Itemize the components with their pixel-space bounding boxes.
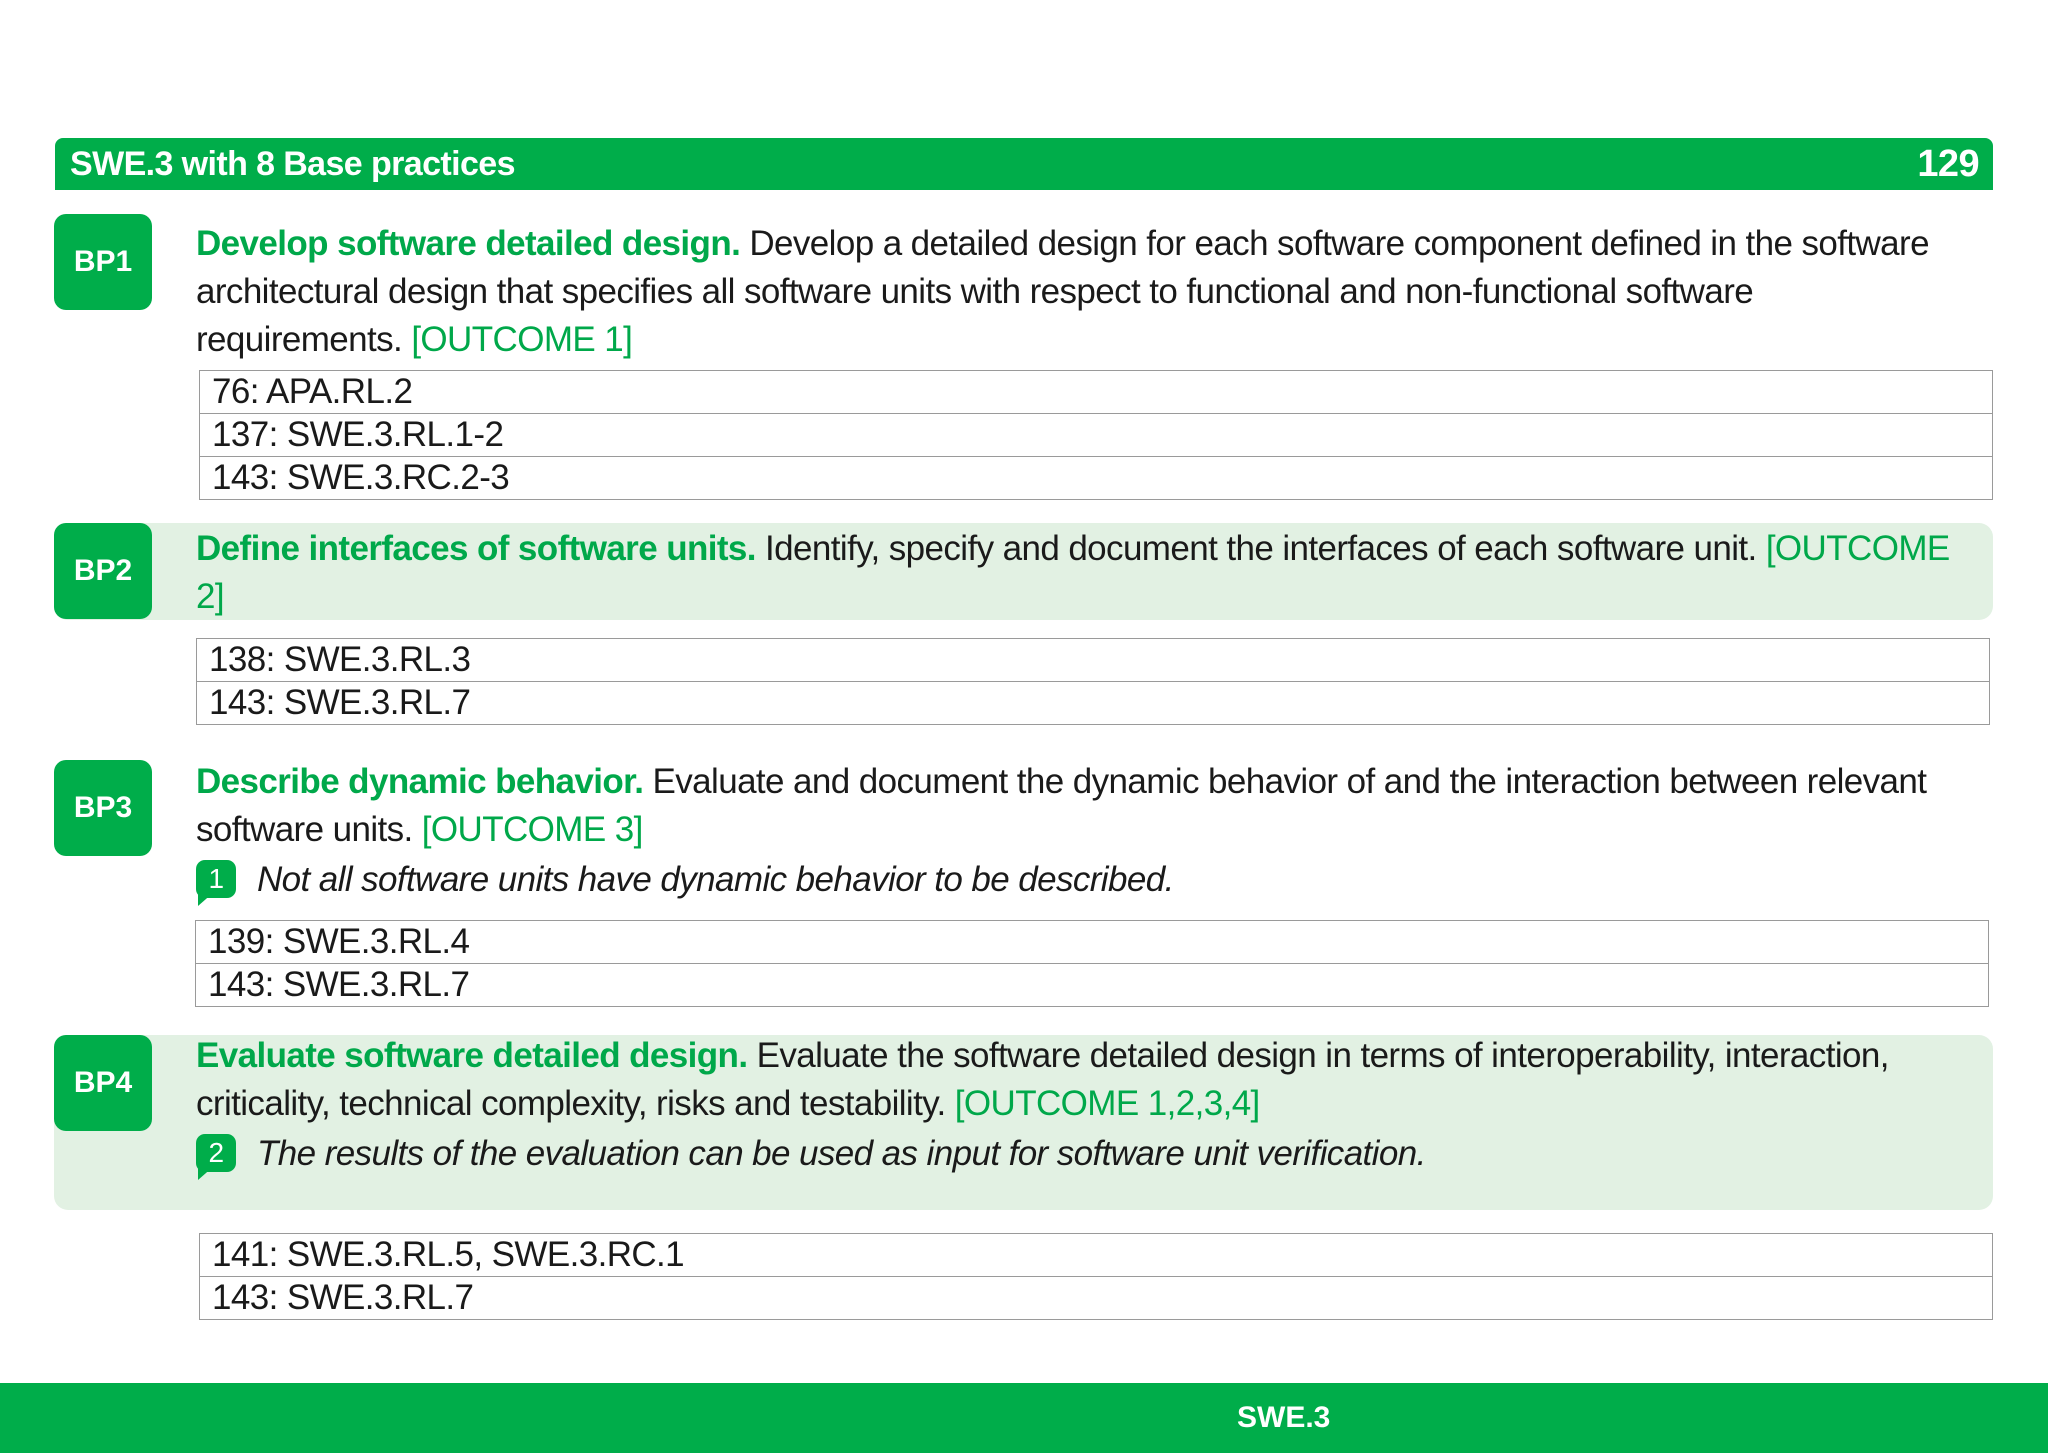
table-row xyxy=(200,1234,1993,1277)
base-practice-bp4 xyxy=(54,1035,1993,1210)
table-row xyxy=(196,921,1989,964)
page-title: SWE.3 with 8 Base practices xyxy=(70,144,515,183)
bp1-body: Develop a detailed design for each software component defined in the software architectural design that specifies all software units with respect to functional and non-functional software requirements. xyxy=(196,224,1929,359)
reference-cell: 141: SWE.3.RL.5, SWE.3.RC.1 xyxy=(200,1234,1993,1277)
bp3-reference-table xyxy=(195,920,1989,1007)
bp4-badge: BP4 xyxy=(54,1035,152,1131)
base-practice-bp1 xyxy=(54,214,1993,364)
bp3-title: Describe dynamic behavior. xyxy=(196,762,644,801)
table-row xyxy=(200,457,1993,500)
bp1-reference-table xyxy=(199,370,1993,500)
reference-cell: 137: SWE.3.RL.1-2 xyxy=(200,414,1993,457)
bp4-note xyxy=(196,1130,1953,1178)
reference-cell: 143: SWE.3.RC.2-3 xyxy=(200,457,1993,500)
reference-cell: 76: APA.RL.2 xyxy=(200,371,1993,414)
base-practice-bp3 xyxy=(54,760,1993,910)
footer-label: SWE.3 xyxy=(1237,1401,1331,1434)
reference-cell: 143: SWE.3.RL.7 xyxy=(197,682,1990,725)
bp3-description xyxy=(196,758,1953,904)
bp4-body: Evaluate the software detailed design in terms of interoperability, interaction, criticality, technical complexity, risks and testability. xyxy=(196,1036,1889,1123)
table-row xyxy=(200,371,1993,414)
page-footer xyxy=(0,1383,2048,1453)
bp3-outcome: [OUTCOME 3] xyxy=(421,810,643,849)
reference-cell: 138: SWE.3.RL.3 xyxy=(197,639,1990,682)
bp2-badge: BP2 xyxy=(54,523,152,619)
note-bubble-icon: 2 xyxy=(196,1134,238,1174)
table-row xyxy=(197,639,1990,682)
bp2-description xyxy=(196,525,1953,621)
bp3-note-text: Not all software units have dynamic behavior to be described. xyxy=(257,860,1174,899)
base-practice-bp2 xyxy=(54,523,1993,620)
reference-cell: 143: SWE.3.RL.7 xyxy=(196,964,1989,1007)
page-header xyxy=(55,138,1993,190)
bp3-badge: BP3 xyxy=(54,760,152,856)
table-row xyxy=(200,414,1993,457)
note-bubble-icon: 1 xyxy=(196,860,238,900)
page-number: 129 xyxy=(1917,142,1979,185)
table-row xyxy=(197,682,1990,725)
bp2-body: Identify, specify and document the interfaces of each software unit. xyxy=(755,529,1766,568)
bp4-reference-table xyxy=(199,1233,1993,1320)
bp4-description xyxy=(196,1032,1953,1178)
bp3-body: Evaluate and document the dynamic behavior of and the interaction between relevant software units. xyxy=(196,762,1927,849)
bp1-description xyxy=(196,220,1953,364)
table-row xyxy=(200,1277,1993,1320)
bp1-outcome: [OUTCOME 1] xyxy=(411,320,633,359)
bp4-title: Evaluate software detailed design. xyxy=(196,1036,748,1075)
table-row xyxy=(196,964,1989,1007)
bp2-outcome: [OUTCOME 2] xyxy=(196,529,1950,616)
reference-cell: 139: SWE.3.RL.4 xyxy=(196,921,1989,964)
bp1-title: Develop software detailed design. xyxy=(196,224,741,263)
bp2-reference-table xyxy=(196,638,1990,725)
bp3-note xyxy=(196,856,1953,904)
bp4-outcome: [OUTCOME 1,2,3,4] xyxy=(954,1084,1260,1123)
reference-cell: 143: SWE.3.RL.7 xyxy=(200,1277,1993,1320)
bp1-badge: BP1 xyxy=(54,214,152,310)
bp4-note-text: The results of the evaluation can be used as input for software unit verification. xyxy=(257,1134,1426,1173)
bp2-title: Define interfaces of software units. xyxy=(196,529,756,568)
